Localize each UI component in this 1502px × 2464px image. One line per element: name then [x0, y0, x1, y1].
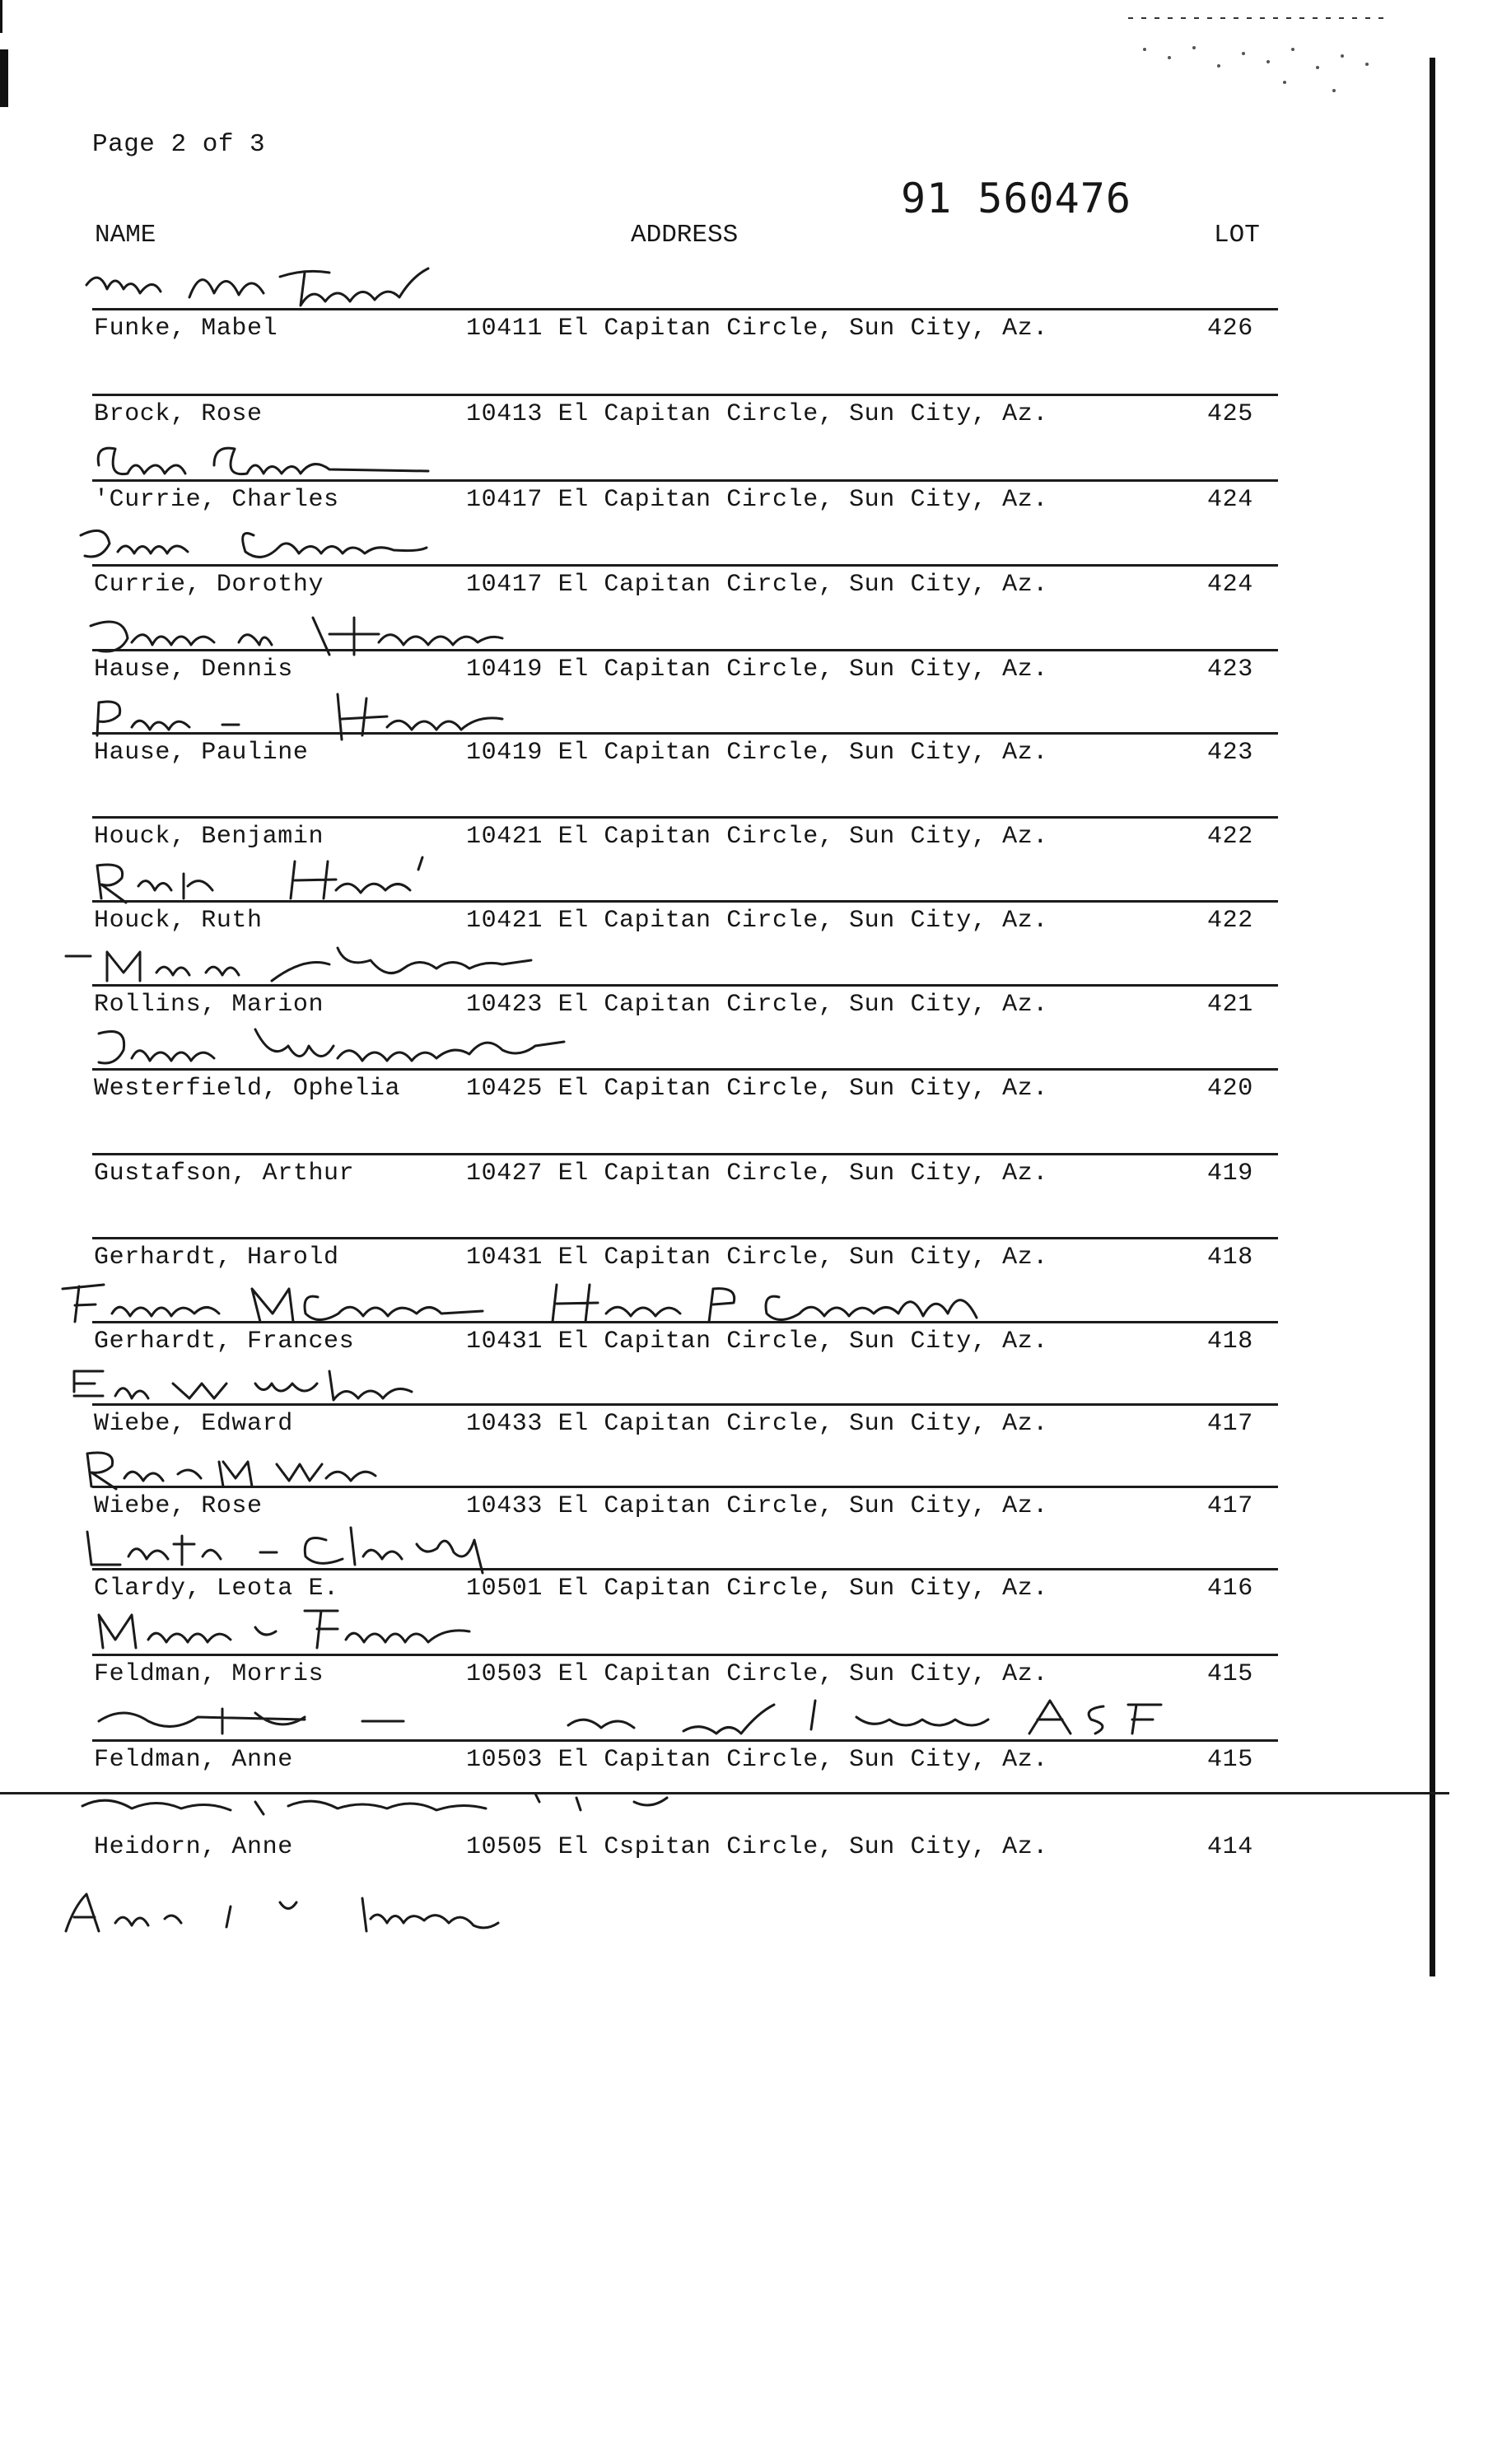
resident-address: 10431 El Capitan Circle, Sun City, Az. — [466, 1328, 1048, 1356]
lot-number: 422 — [1207, 907, 1253, 935]
resident-address: 10433 El Capitan Circle, Sun City, Az. — [466, 1492, 1048, 1520]
handwritten-signature — [79, 1519, 499, 1577]
page-label: Page 2 of 3 — [92, 130, 266, 159]
signature-line — [92, 1827, 1278, 1829]
resident-name: Feldman, Anne — [94, 1746, 293, 1774]
handwritten-signature — [66, 1359, 428, 1412]
resident-address: 10503 El Capitan Circle, Sun City, Az. — [466, 1746, 1048, 1774]
handwritten-signature — [91, 690, 511, 744]
resident-address: 10417 El Capitan Circle, Sun City, Az. — [466, 571, 1048, 599]
handwritten-signature — [49, 1886, 543, 1944]
lot-number: 418 — [1207, 1244, 1253, 1272]
handwritten-signature — [72, 519, 435, 572]
lot-number: 416 — [1207, 1575, 1253, 1603]
lot-number: 424 — [1207, 486, 1253, 514]
resident-name: Currie, Dorothy — [94, 571, 324, 599]
handwritten-signature — [74, 1785, 700, 1822]
signature-line — [92, 1153, 1278, 1155]
resident-address: 10413 El Capitan Circle, Sun City, Az. — [466, 400, 1048, 428]
handwritten-signature — [82, 260, 461, 318]
signature-line — [92, 1237, 1278, 1239]
column-header-name: NAME — [95, 221, 156, 250]
table-row — [0, 394, 1502, 443]
handwritten-signature — [91, 436, 436, 486]
document-number: 91 560476 — [901, 175, 1131, 222]
resident-name: Hause, Dennis — [94, 656, 293, 684]
table-row — [0, 1827, 1502, 1876]
signature-line — [92, 816, 1278, 819]
resident-address: 10417 El Capitan Circle, Sun City, Az. — [466, 486, 1048, 514]
resident-name: Feldman, Morris — [94, 1660, 324, 1688]
resident-name: Westerfield, Ophelia — [94, 1075, 401, 1103]
resident-name: Wiebe, Edward — [94, 1410, 293, 1438]
lot-number: 418 — [1207, 1328, 1253, 1356]
column-header-lot: LOT — [1214, 221, 1260, 250]
resident-name: Heidorn, Anne — [94, 1833, 293, 1861]
table-row — [0, 1739, 1502, 1789]
lot-number: 415 — [1207, 1660, 1253, 1688]
resident-name: Clardy, Leota E. — [94, 1575, 339, 1603]
handwritten-signature — [89, 853, 435, 911]
resident-address: 10501 El Capitan Circle, Sun City, Az. — [466, 1575, 1048, 1603]
handwritten-signature — [91, 1021, 568, 1083]
resident-name: Houck, Ruth — [94, 907, 263, 935]
resident-address: 10425 El Capitan Circle, Sun City, Az. — [466, 1075, 1048, 1103]
lot-number: 423 — [1207, 739, 1253, 767]
resident-name: Gerhardt, Harold — [94, 1244, 339, 1272]
resident-name: 'Currie, Charles — [94, 486, 339, 514]
resident-address: 10421 El Capitan Circle, Sun City, Az. — [466, 907, 1048, 935]
resident-address: 10503 El Capitan Circle, Sun City, Az. — [466, 1660, 1048, 1688]
lot-number: 415 — [1207, 1746, 1253, 1774]
lot-number: 414 — [1207, 1833, 1253, 1861]
handwritten-signature — [79, 1441, 384, 1495]
resident-address: 10411 El Capitan Circle, Sun City, Az. — [466, 315, 1048, 343]
resident-name: Rollins, Marion — [94, 991, 324, 1019]
lot-number: 425 — [1207, 400, 1253, 428]
lot-number: 420 — [1207, 1075, 1253, 1103]
resident-name: Gerhardt, Frances — [94, 1328, 355, 1356]
handwritten-signature — [91, 1603, 478, 1656]
resident-address: 10421 El Capitan Circle, Sun City, Az. — [466, 823, 1048, 851]
resident-address: 10419 El Capitan Circle, Sun City, Az. — [466, 739, 1048, 767]
lot-number: 419 — [1207, 1160, 1253, 1188]
resident-name: Hause, Pauline — [94, 739, 309, 767]
resident-name: Gustafson, Arthur — [94, 1160, 355, 1188]
lot-number: 424 — [1207, 571, 1253, 599]
handwritten-signature — [82, 605, 511, 667]
resident-address: 10433 El Capitan Circle, Sun City, Az. — [466, 1410, 1048, 1438]
column-header-address: ADDRESS — [631, 221, 739, 250]
lot-number: 417 — [1207, 1410, 1253, 1438]
handwritten-signature — [58, 936, 535, 993]
lot-number: 422 — [1207, 823, 1253, 851]
signature-line — [92, 394, 1278, 396]
table-row — [0, 1153, 1502, 1202]
resident-address: 10431 El Capitan Circle, Sun City, Az. — [466, 1244, 1048, 1272]
resident-name: Houck, Benjamin — [94, 823, 324, 851]
resident-name: Wiebe, Rose — [94, 1492, 263, 1520]
resident-address: 10505 El Cspitan Circle, Sun City, Az. — [466, 1833, 1048, 1861]
lot-number: 426 — [1207, 315, 1253, 343]
handwritten-signature — [91, 1696, 1161, 1746]
resident-address: 10427 El Capitan Circle, Sun City, Az. — [466, 1160, 1048, 1188]
resident-name: Funke, Mabel — [94, 315, 278, 343]
table-row — [0, 1654, 1502, 1703]
lot-number: 417 — [1207, 1492, 1253, 1520]
handwritten-signature — [54, 1276, 1092, 1334]
resident-address: 10419 El Capitan Circle, Sun City, Az. — [466, 656, 1048, 684]
lot-number: 421 — [1207, 991, 1253, 1019]
resident-address: 10423 El Capitan Circle, Sun City, Az. — [466, 991, 1048, 1019]
lot-number: 423 — [1207, 656, 1253, 684]
resident-name: Brock, Rose — [94, 400, 263, 428]
